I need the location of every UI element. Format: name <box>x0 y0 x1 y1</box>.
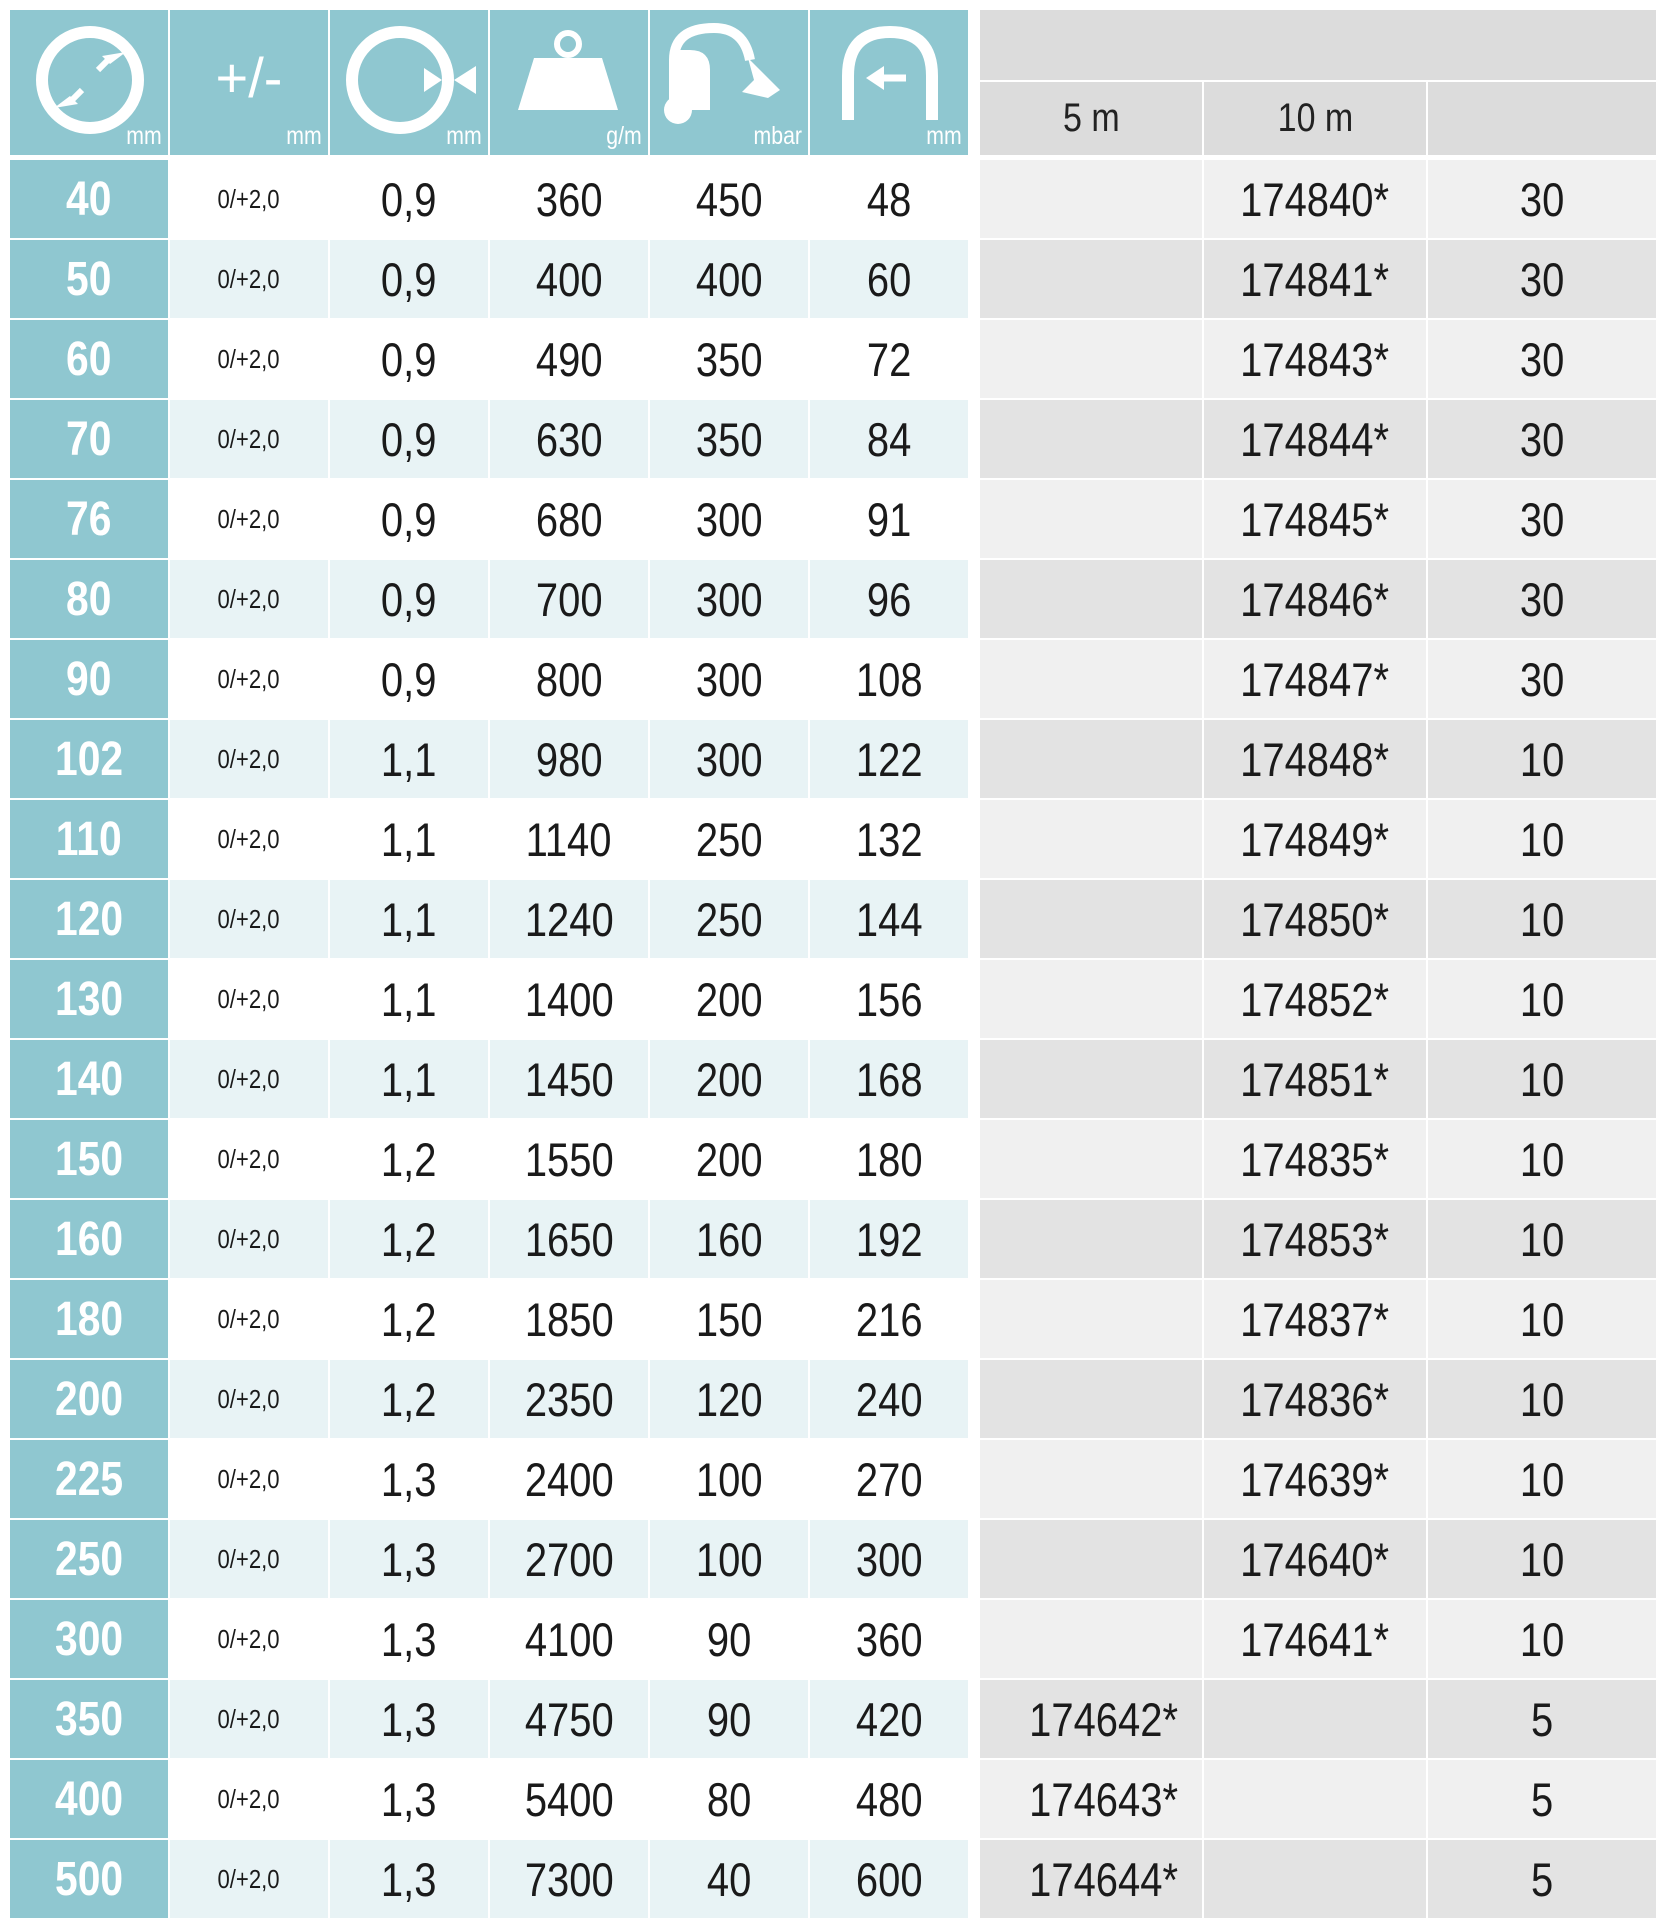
cell-tol: 0/+2,0 <box>170 720 328 798</box>
cell-dia: 250 <box>10 1520 168 1598</box>
cell-art5 <box>980 1600 1202 1678</box>
cell-art5 <box>980 480 1202 558</box>
cell-tol: 0/+2,0 <box>170 320 328 398</box>
cell-dia: 110 <box>10 800 168 878</box>
cell-art5 <box>980 640 1202 718</box>
cell-pack: 5 <box>1428 1680 1656 1758</box>
cell-art5: 174642* <box>980 1680 1202 1758</box>
cell-tol: 0/+2,0 <box>170 880 328 958</box>
cell-tol: 0/+2,0 <box>170 240 328 318</box>
cell-art5 <box>980 240 1202 318</box>
cell-weight: 1240 <box>490 880 648 958</box>
cell-vac: 350 <box>650 400 808 478</box>
cell-dia: 400 <box>10 1760 168 1838</box>
cell-art10: 174641* <box>1204 1600 1426 1678</box>
cell-wall: 1,1 <box>330 880 488 958</box>
cell-pack: 10 <box>1428 800 1656 878</box>
cell-tol: 0/+2,0 <box>170 800 328 878</box>
cell-wall: 0,9 <box>330 640 488 718</box>
cell-radius: 72 <box>810 320 968 398</box>
cell-vac: 90 <box>650 1680 808 1758</box>
cell-pack: 10 <box>1428 1200 1656 1278</box>
cell-art10: 174639* <box>1204 1440 1426 1518</box>
cell-tol: 0/+2,0 <box>170 480 328 558</box>
cell-dia: 225 <box>10 1440 168 1518</box>
cell-wall: 0,9 <box>330 480 488 558</box>
cell-art10: 174852* <box>1204 960 1426 1038</box>
cell-wall: 0,9 <box>330 320 488 398</box>
cell-wall: 1,1 <box>330 720 488 798</box>
cell-weight: 1850 <box>490 1280 648 1358</box>
cell-dia: 300 <box>10 1600 168 1678</box>
cell-art10 <box>1204 1840 1426 1918</box>
cell-radius: 600 <box>810 1840 968 1918</box>
cell-art10: 174844* <box>1204 400 1426 478</box>
cell-tol: 0/+2,0 <box>170 160 328 238</box>
header-vacuum <box>650 10 808 155</box>
cell-weight: 4750 <box>490 1680 648 1758</box>
cell-radius: 300 <box>810 1520 968 1598</box>
cell-vac: 300 <box>650 560 808 638</box>
cell-wall: 0,9 <box>330 160 488 238</box>
cell-vac: 350 <box>650 320 808 398</box>
cell-vac: 300 <box>650 480 808 558</box>
cell-tol: 0/+2,0 <box>170 1040 328 1118</box>
cell-radius: 91 <box>810 480 968 558</box>
cell-radius: 480 <box>810 1760 968 1838</box>
cell-tol: 0/+2,0 <box>170 400 328 478</box>
cell-tol: 0/+2,0 <box>170 1360 328 1438</box>
cell-art10: 174848* <box>1204 720 1426 798</box>
cell-art5 <box>980 1040 1202 1118</box>
cell-radius: 420 <box>810 1680 968 1758</box>
cell-art10: 174843* <box>1204 320 1426 398</box>
cell-vac: 200 <box>650 960 808 1038</box>
cell-tol: 0/+2,0 <box>170 960 328 1038</box>
cell-art10: 174840* <box>1204 160 1426 238</box>
cell-art10: 174835* <box>1204 1120 1426 1198</box>
cell-art10: 174846* <box>1204 560 1426 638</box>
cell-art10: 174849* <box>1204 800 1426 878</box>
cell-radius: 270 <box>810 1440 968 1518</box>
cell-pack: 30 <box>1428 240 1656 318</box>
cell-art5 <box>980 1440 1202 1518</box>
cell-vac: 40 <box>650 1840 808 1918</box>
cell-radius: 60 <box>810 240 968 318</box>
header-diameter <box>10 10 168 155</box>
cell-pack: 10 <box>1428 1600 1656 1678</box>
cell-pack: 10 <box>1428 1440 1656 1518</box>
cell-wall: 1,3 <box>330 1840 488 1918</box>
cell-wall: 0,9 <box>330 400 488 478</box>
cell-art10: 174837* <box>1204 1280 1426 1358</box>
tolerance-unit: mm <box>286 122 322 150</box>
cell-art5 <box>980 320 1202 398</box>
cell-radius: 216 <box>810 1280 968 1358</box>
cell-radius: 122 <box>810 720 968 798</box>
cell-art5 <box>980 880 1202 958</box>
cell-pack: 10 <box>1428 960 1656 1038</box>
cell-weight: 5400 <box>490 1760 648 1838</box>
cell-dia: 140 <box>10 1040 168 1118</box>
cell-vac: 100 <box>650 1520 808 1598</box>
cell-pack: 30 <box>1428 480 1656 558</box>
cell-radius: 360 <box>810 1600 968 1678</box>
cell-weight: 1140 <box>490 800 648 878</box>
cell-vac: 250 <box>650 880 808 958</box>
cell-pack: 10 <box>1428 1360 1656 1438</box>
cell-art5: 174644* <box>980 1840 1202 1918</box>
cell-weight: 2400 <box>490 1440 648 1518</box>
cell-wall: 1,2 <box>330 1360 488 1438</box>
cell-wall: 1,2 <box>330 1200 488 1278</box>
header-weight <box>490 10 648 155</box>
cell-art5 <box>980 1200 1202 1278</box>
cell-dia: 200 <box>10 1360 168 1438</box>
cell-weight: 680 <box>490 480 648 558</box>
cell-dia: 130 <box>10 960 168 1038</box>
cell-wall: 0,9 <box>330 240 488 318</box>
cell-vac: 300 <box>650 640 808 718</box>
cell-tol: 0/+2,0 <box>170 1680 328 1758</box>
cell-radius: 96 <box>810 560 968 638</box>
cell-radius: 108 <box>810 640 968 718</box>
cell-pack: 10 <box>1428 1040 1656 1118</box>
cell-vac: 80 <box>650 1760 808 1838</box>
cell-weight: 1650 <box>490 1200 648 1278</box>
cell-pack: 30 <box>1428 560 1656 638</box>
cell-weight: 400 <box>490 240 648 318</box>
cell-radius: 192 <box>810 1200 968 1278</box>
cell-dia: 102 <box>10 720 168 798</box>
cell-weight: 1550 <box>490 1120 648 1198</box>
cell-weight: 1400 <box>490 960 648 1038</box>
cell-wall: 1,3 <box>330 1520 488 1598</box>
cell-art5 <box>980 160 1202 238</box>
cell-radius: 48 <box>810 160 968 238</box>
cell-weight: 4100 <box>490 1600 648 1678</box>
cell-wall: 1,2 <box>330 1280 488 1358</box>
cell-dia: 90 <box>10 640 168 718</box>
cell-art10: 174841* <box>1204 240 1426 318</box>
radius-unit: mm <box>926 122 962 150</box>
cell-tol: 0/+2,0 <box>170 1440 328 1518</box>
vacuum-unit: mbar <box>753 122 802 150</box>
cell-vac: 150 <box>650 1280 808 1358</box>
cell-art5 <box>980 960 1202 1038</box>
cell-radius: 168 <box>810 1040 968 1118</box>
cell-vac: 250 <box>650 800 808 878</box>
cell-dia: 120 <box>10 880 168 958</box>
cell-weight: 7300 <box>490 1840 648 1918</box>
cell-art5 <box>980 560 1202 638</box>
cell-radius: 156 <box>810 960 968 1038</box>
cell-art5 <box>980 1360 1202 1438</box>
cell-art5 <box>980 1520 1202 1598</box>
cell-dia: 500 <box>10 1840 168 1918</box>
cell-art10: 174850* <box>1204 880 1426 958</box>
cell-art10: 174640* <box>1204 1520 1426 1598</box>
cell-art5 <box>980 720 1202 798</box>
cell-radius: 240 <box>810 1360 968 1438</box>
cell-vac: 120 <box>650 1360 808 1438</box>
cell-tol: 0/+2,0 <box>170 1200 328 1278</box>
cell-art5 <box>980 1120 1202 1198</box>
cell-radius: 180 <box>810 1120 968 1198</box>
cell-dia: 80 <box>10 560 168 638</box>
cell-tol: 0/+2,0 <box>170 1600 328 1678</box>
cell-pack: 10 <box>1428 1120 1656 1198</box>
weight-unit: g/m <box>606 122 642 150</box>
cell-vac: 160 <box>650 1200 808 1278</box>
cell-art5: 174643* <box>980 1760 1202 1838</box>
cell-wall: 1,1 <box>330 800 488 878</box>
diameter-unit: mm <box>126 122 162 150</box>
cell-weight: 1450 <box>490 1040 648 1118</box>
tolerance-icon: +/- <box>215 46 283 109</box>
header-pack <box>1428 82 1656 155</box>
cell-wall: 1,1 <box>330 1040 488 1118</box>
cell-dia: 180 <box>10 1280 168 1358</box>
cell-art10: 174847* <box>1204 640 1426 718</box>
cell-dia: 150 <box>10 1120 168 1198</box>
cell-dia: 40 <box>10 160 168 238</box>
cell-radius: 84 <box>810 400 968 478</box>
cell-pack: 30 <box>1428 400 1656 478</box>
cell-art5 <box>980 1280 1202 1358</box>
header-radius <box>810 10 968 155</box>
cell-vac: 200 <box>650 1040 808 1118</box>
cell-art10 <box>1204 1680 1426 1758</box>
cell-tol: 0/+2,0 <box>170 1760 328 1838</box>
cell-weight: 980 <box>490 720 648 798</box>
cell-art10: 174845* <box>1204 480 1426 558</box>
cell-weight: 700 <box>490 560 648 638</box>
cell-weight: 360 <box>490 160 648 238</box>
cell-art10: 174836* <box>1204 1360 1426 1438</box>
cell-wall: 1,2 <box>330 1120 488 1198</box>
cell-vac: 100 <box>650 1440 808 1518</box>
cell-weight: 2700 <box>490 1520 648 1598</box>
cell-vac: 400 <box>650 240 808 318</box>
cell-art10: 174851* <box>1204 1040 1426 1118</box>
cell-wall: 1,3 <box>330 1440 488 1518</box>
header-length-5m: 5 m <box>980 82 1202 155</box>
cell-art5 <box>980 800 1202 878</box>
cell-art5 <box>980 400 1202 478</box>
cell-tol: 0/+2,0 <box>170 560 328 638</box>
cell-pack: 5 <box>1428 1760 1656 1838</box>
cell-dia: 50 <box>10 240 168 318</box>
cell-pack: 10 <box>1428 1520 1656 1598</box>
cell-pack: 5 <box>1428 1840 1656 1918</box>
header-article-band <box>980 10 1656 80</box>
cell-dia: 76 <box>10 480 168 558</box>
cell-weight: 2350 <box>490 1360 648 1438</box>
cell-vac: 90 <box>650 1600 808 1678</box>
cell-dia: 350 <box>10 1680 168 1758</box>
cell-vac: 450 <box>650 160 808 238</box>
cell-art10 <box>1204 1760 1426 1838</box>
cell-wall: 1,3 <box>330 1680 488 1758</box>
cell-pack: 30 <box>1428 640 1656 718</box>
cell-weight: 800 <box>490 640 648 718</box>
cell-weight: 630 <box>490 400 648 478</box>
header-length-10m: 10 m <box>1204 82 1426 155</box>
cell-weight: 490 <box>490 320 648 398</box>
cell-pack: 30 <box>1428 160 1656 238</box>
cell-dia: 60 <box>10 320 168 398</box>
cell-wall: 1,3 <box>330 1760 488 1838</box>
cell-pack: 30 <box>1428 320 1656 398</box>
cell-art10: 174853* <box>1204 1200 1426 1278</box>
cell-wall: 1,3 <box>330 1600 488 1678</box>
cell-radius: 144 <box>810 880 968 958</box>
cell-dia: 160 <box>10 1200 168 1278</box>
header-wall <box>330 10 488 155</box>
cell-vac: 200 <box>650 1120 808 1198</box>
cell-pack: 10 <box>1428 880 1656 958</box>
cell-tol: 0/+2,0 <box>170 1120 328 1198</box>
cell-dia: 70 <box>10 400 168 478</box>
cell-radius: 132 <box>810 800 968 878</box>
wall-unit: mm <box>446 122 482 150</box>
cell-vac: 300 <box>650 720 808 798</box>
cell-tol: 0/+2,0 <box>170 1280 328 1358</box>
cell-tol: 0/+2,0 <box>170 1840 328 1918</box>
cell-pack: 10 <box>1428 720 1656 798</box>
header-tolerance <box>170 10 328 155</box>
cell-wall: 1,1 <box>330 960 488 1038</box>
cell-pack: 10 <box>1428 1280 1656 1358</box>
cell-wall: 0,9 <box>330 560 488 638</box>
cell-tol: 0/+2,0 <box>170 1520 328 1598</box>
cell-tol: 0/+2,0 <box>170 640 328 718</box>
